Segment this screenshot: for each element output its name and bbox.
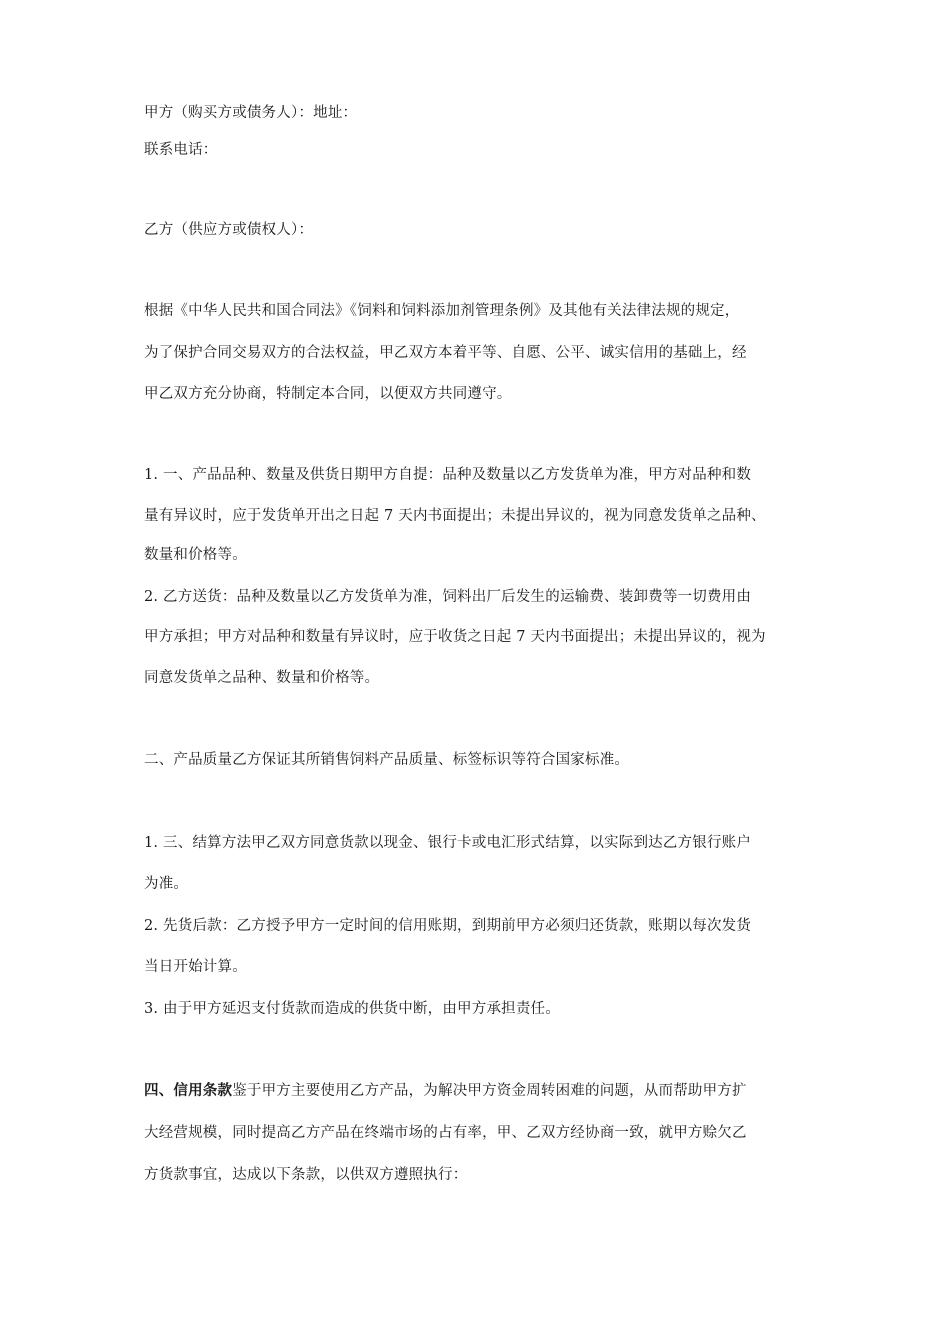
section4-line: 大经营规模，同时提高乙方产品在终端市场的占有率，甲、乙双方经协商一致，就甲方赊欠乙 [144,1125,747,1141]
section3-item2-line: 当日开始计算。 [144,959,247,975]
preamble-line: 为了保护合同交易双方的合法权益，甲乙双方本着平等、自愿、公平、诚实信用的基础上，经 [144,345,747,361]
section4-line: 方货款事宜，达成以下条款，以供双方遵照执行： [144,1167,468,1183]
section1-item1-line: 1. 一、产品品种、数量及供货日期甲方自提：品种及数量以乙方发货单为准，甲方对品种和数 [144,467,752,483]
section1-item2-line: 2. 乙方送货：品种及数量以乙方发货单为准，饲料出厂后发生的运输费、装卸费等一切费用由 [144,589,752,605]
section4-line [144,1081,747,1101]
section1-item1-line: 量有异议时，应于发货单开出之日起 7 天内书面提出；未提出异议的，视为同意发货单之品种、 [144,508,766,524]
section3-item2-line: 2. 先货后款：乙方授予甲方一定时间的信用账期，到期前甲方必须归还货款，账期以每次发货 [144,918,752,934]
party-a-address-line: 甲方（购买方或债务人）：地址： [144,105,358,121]
contact-phone-line: 联系电话： [144,142,218,158]
section4-text: 鉴于甲方主要使用乙方产品，为解决甲方资金周转困难的问题，从而帮助甲方扩 [232,1083,747,1099]
section1-item2-line: 甲方承担；甲方对品种和数量有异议时，应于收货之日起 7 天内书面提出；未提出异议的，视为 [144,629,766,645]
preamble-line: 根据《中华人民共和国合同法》《饲料和饲料添加剂管理条例》及其他有关法律法规的规定， [144,303,740,319]
section3-item1-line: 为准。 [144,876,189,892]
section3-item3-line: 3. 由于甲方延迟支付货款而造成的供货中断，由甲方承担责任。 [144,1001,560,1017]
section3-item1-line: 1. 三、结算方法甲乙双方同意货款以现金、银行卡或电汇形式结算，以实际到达乙方银行账户 [144,835,752,851]
party-b-line: 乙方（供应方或债权人）： [144,222,314,238]
section1-item1-line: 数量和价格等。 [144,547,247,563]
section4-heading: 四、信用条款 [144,1082,233,1099]
section2-line: 二、产品质量乙方保证其所销售饲料产品质量、标签标识等符合国家标准。 [144,752,630,768]
preamble-line: 甲乙双方充分协商，特制定本合同，以便双方共同遵守。 [144,386,512,402]
section1-item2-line: 同意发货单之品种、数量和价格等。 [144,670,380,686]
